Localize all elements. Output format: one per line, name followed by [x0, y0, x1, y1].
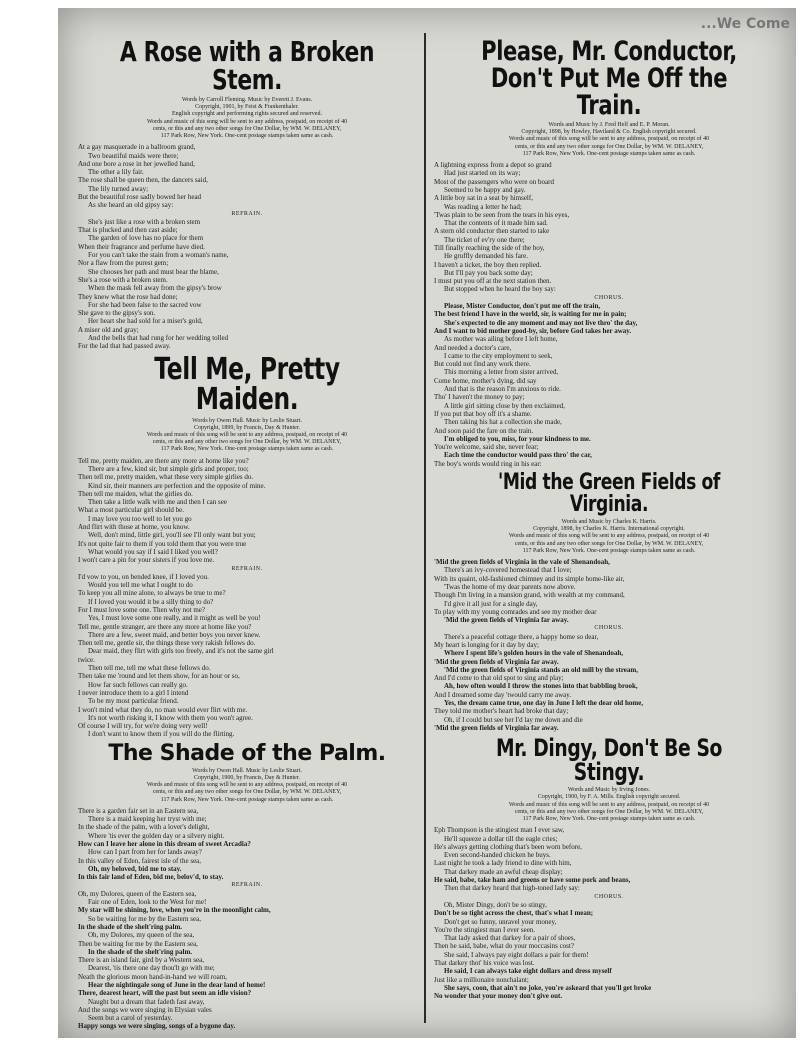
refrain-heading: CHORUS. [594, 294, 624, 301]
song-credits [434, 122, 784, 158]
refrain-heading: REFRAIN. [231, 565, 263, 572]
lyric-line: Oh, my Dolores, queen of the Eastern sea, [78, 889, 197, 898]
lyric-line: You're welcome, said she, never fear; [434, 443, 539, 452]
notice-line: Words and music of this song will be sent to any address, postpaid, on receipt of 40 [146, 118, 348, 125]
refrain-heading: CHORUS. [594, 625, 624, 632]
notice-line: cents, or this and any two other songs for One Dollar, by WM. W. DELANEY, [514, 808, 704, 815]
lyric-line: She said, I always pay eight dollars a pair for them! [444, 950, 589, 959]
lyric-line: Oh, my Dolores, my queen of the sea, [88, 931, 195, 940]
lyric-line: When the mask fell away from the gipsy's brow [88, 284, 222, 293]
lyric-line: In this fair land of Eden, bid me, belov'd, to stay. [78, 873, 224, 882]
lyric-line: 'Mid the green fields of Virginia stands an old mill by the stream, [444, 665, 638, 674]
lyric-line: And I want to bid mother good-by, sir, before God takes her away. [434, 326, 632, 335]
lyric-line: Then take me 'round and let them show, for an hour or so, [78, 672, 240, 681]
lyric-line: That darkey thot' his voice was lost. [434, 959, 535, 968]
song-title: A Rose with a Broken Stem. [119, 35, 375, 96]
lyric-line: Kind sir, their manners are perfection and the opposite of mine. [88, 481, 266, 490]
song-rose-broken-stem [78, 35, 416, 351]
lyric-line: He said, babe, take ham and greens or have some pork and beans, [434, 876, 631, 885]
lyric-line: To play with my young comrades and see my mother dear [434, 607, 597, 616]
lyric-line: And the songs we were singing in Elysian vales [78, 1005, 212, 1014]
lyric-line: Just like a millionaire nonchalant; [434, 975, 529, 984]
lyric-line: Oh, if I could but see her I'd lay me down and die [444, 715, 583, 724]
lyric-line: The lily turned away; [88, 184, 149, 193]
notice-line: 117 Park Row, New York. One-cent postage stamps taken same as cash. [522, 547, 696, 554]
lyric-line: I'd vow to you, on bended knee, if I loved you. [78, 572, 209, 581]
lyric-line: Then tell me, tell me what these fellows do. [88, 664, 211, 673]
lyric-line: It's not quite fair to them if you told them that you were true [78, 539, 247, 548]
notice-line: cents, or this and any two other songs for One Dollar, by WM. W. DELANEY, [152, 789, 342, 796]
lyric-line: How can I leave her alone in this dream of sweet Arcadia? [78, 839, 251, 848]
lyric-line: Eph Thompson is the stingiest man I ever saw, [434, 826, 565, 835]
lyric-line: No wonder that your money don't give out. [434, 992, 563, 1001]
lyric-line: A miser old and gray; [78, 325, 139, 334]
corner-fragment: ...We Come [700, 16, 790, 32]
notice-line: 117 Park Row, New York. One-cent postage stamps taken same as cash. [522, 150, 696, 157]
refrain-heading: CHORUS. [594, 893, 624, 900]
lyric-line: A little boy sat in a seat by himself, [434, 194, 533, 203]
lyric-line: There is a garden fair set in an Eastern sea, [78, 806, 199, 815]
lyric-line: 'Twas the home of my dear parents now above. [444, 582, 576, 591]
lyric-line: When their fragrance and perfume have died. [78, 242, 205, 251]
lyric-line: How can I part from her for lands away? [88, 848, 202, 857]
lyric-line: Would you tell me what I ought to do [88, 581, 193, 590]
song-credits [78, 768, 416, 804]
song-tell-me-pretty-maiden [78, 351, 416, 739]
lyric-line: Tell me, pretty maiden, are there any more at home like you? [78, 456, 249, 465]
notice-line: Words and music of this song will be sent to any address, postpaid, on receipt of 40 [508, 136, 710, 143]
lyric-line: There's a peaceful cottage there, a happy home so dear, [444, 632, 599, 641]
lyric-line: That lady asked that darkey for a pair of shoes, [444, 934, 576, 943]
lyric-line: Come home, mother's dying, did say [434, 376, 537, 385]
lyric-line: She's a rose with a broken stem. [78, 275, 168, 284]
credit-line: Copyright, 1899, by Francis, Day & Hunter. [194, 424, 300, 431]
lyric-line: Well, don't mind, little girl, you'll see I'll only want but you; [88, 531, 256, 540]
credit-line: English copyright and performing rights secured and reserved. [172, 111, 322, 118]
lyric-line: 'Twas plain to be seen from the tears in his eyes, [434, 210, 570, 219]
lyric-line: The rose shall be queen then, the dancers said, [78, 176, 208, 185]
lyric-line: I won't care a pin for your sisters if you love me. [78, 556, 215, 565]
song-credits [434, 519, 784, 555]
lyric-line: For the lad that had passed away. [78, 342, 171, 351]
notice-line: cents, or this and any other two songs for One Dollar, by WM. W. DELANEY, [152, 439, 342, 446]
refrain-heading: REFRAIN. [231, 882, 263, 889]
lyric-line: And flirt with those at home, you know. [78, 523, 190, 532]
notice-line: Words and music of this song will be sent to any address, postpaid, on receipt of 40 [508, 801, 710, 808]
left-column [78, 35, 416, 1035]
song-lyrics [434, 161, 784, 468]
lyric-line: Then taking his hat a collection she made, [444, 418, 562, 427]
lyric-line: I may love you too well to let you go [88, 514, 192, 523]
lyric-line: Then tell me maiden, what the girlies do. [78, 489, 193, 498]
lyric-line: Nor a flaw from the purest gem; [78, 259, 169, 268]
lyric-line: But stopped when he heard the boy say: [444, 285, 556, 294]
notice-line: Words and music of this song will be sent to any address, postpaid, on receipt of 40 [146, 432, 348, 439]
credit-line: Words by Carroll Fleming. Music by Everett J. Evans. [181, 97, 313, 103]
lyric-line: Seemed to be happy and gay. [444, 185, 526, 194]
lyric-line: Oh, Mister Dingy, don't be so stingy, [444, 900, 547, 909]
song-lyrics [78, 807, 416, 1031]
song-credits [78, 97, 416, 140]
lyric-line: And one bore a rose in her jewelled hand, [78, 159, 195, 168]
lyric-line: Of course I will try, for we're doing very well! [78, 722, 208, 731]
lyric-line: Most of the passengers who were on board [434, 177, 554, 186]
lyric-line: For she had been false to the sacred vow [88, 300, 202, 309]
right-column [434, 38, 784, 1005]
lyric-line: Tho' I haven't the money to pay; [434, 393, 525, 402]
song-shade-of-the-palm [78, 740, 416, 1031]
lyric-line: I must put you off at the next station then. [434, 277, 552, 286]
lyric-line: Seem but a carol of yesterday. [88, 1014, 173, 1023]
lyric-line: That is plucked and then cast aside; [78, 226, 178, 235]
lyric-line: A lightning express from a depot so grand [434, 161, 552, 170]
lyric-line: In the shade of the shelt'ring palm. [78, 922, 183, 931]
credit-line: Copyright, 1901, by Feist & Frankenthaler. [195, 104, 299, 111]
lyric-line: Last night he took a lady friend to dine with him, [434, 859, 572, 868]
lyric-line: Was reading a letter he had; [444, 202, 522, 211]
notice-line: 117 Park Row, New York. One-cent postage stamps taken same as cash. [522, 816, 696, 823]
lyric-line: He'll squeeze a dollar till the eagle cries; [444, 834, 558, 843]
song-please-mr-conductor [434, 38, 784, 468]
lyric-line: She says, coon, that ain't no joke, you're askeard that you'll get broke [444, 983, 652, 992]
lyric-line: The boy's words would ring in his ear: [434, 459, 542, 468]
lyric-line: I never introduce them to a girl I intend [78, 688, 189, 697]
lyric-line: He said, I can always take eight dollars and dress myself [444, 967, 612, 976]
lyric-line: She's expected to die any moment and may not live thro' the day, [444, 318, 638, 327]
lyric-line: Don't get so funny, unravel your money, [444, 917, 557, 926]
lyric-line: She chooses her path and must bear the blame, [88, 267, 219, 276]
lyric-line: And I dreamed some day 'twould carry me away. [434, 690, 572, 699]
lyric-line: Naught but a dream that fadeth fast away, [88, 997, 205, 1006]
song-title: Mr. Dingy, Don't Be So Stingy. [495, 734, 723, 787]
refrain-heading: REFRAIN. [231, 210, 263, 217]
song-credits [78, 418, 416, 454]
lyric-line: I came to the city employment to seek, [444, 351, 553, 360]
lyric-line: I don't want to know them if you will do the flirting. [88, 730, 235, 739]
lyric-line: He's always getting clothing that's been worn before, [434, 842, 582, 851]
lyric-line: I haven't a ticket, the boy then replied. [434, 260, 542, 269]
lyric-line: There are a few, sweet maid, and better boys you never knew. [88, 630, 261, 639]
lyric-line: The garden of love has no place for them [88, 234, 204, 243]
lyric-line: Neath the glorious moon hand-in-hand we will roam, [78, 972, 227, 981]
lyric-line: Then he said, babe, what do your moccasins cost? [434, 942, 574, 951]
lyric-line: Where 'tis ever the golden day or a silvery night. [88, 831, 225, 840]
lyric-line: You're the stingiest man I ever seen. [434, 925, 536, 934]
song-title: Please, Mr. Conductor, Don't Put Me Off the Train. [481, 36, 737, 121]
lyric-line: The ticket of ev'ry one there; [444, 235, 525, 244]
lyric-line: What would you say if I said I liked you well? [88, 547, 218, 556]
notice-line: 117 Park Row, New York. One-cent postage stamps taken same as cash. [160, 446, 334, 453]
lyric-line: For you can't take the stain from a woman's name, [88, 251, 229, 260]
lyric-line: 'Mid the green fields of Virginia far away. [434, 723, 559, 732]
lyric-line: Though I'm living in a mansion grand, with wealth at my command, [434, 591, 625, 600]
song-mid-green-fields-virginia [434, 472, 784, 732]
song-lyrics [434, 558, 784, 732]
lyric-line: She gave to the gipsy's son. [78, 309, 156, 318]
lyric-line: My heart is longing for it day by day; [434, 640, 539, 649]
lyric-line: Happy songs we were singing, songs of a bygone day. [78, 1022, 236, 1031]
song-lyrics [78, 457, 416, 739]
song-mr-dingy [434, 736, 784, 1000]
lyric-line: But the beautiful rose sadly bowed her head [78, 193, 202, 201]
lyric-line: As she heard an old gipsy say: [88, 201, 174, 210]
lyric-line: 'Mid the green fields of Virginia far away. [444, 616, 569, 625]
credit-line: Copyright, 1898, by Charles K. Harris. International copyright. [533, 526, 685, 533]
credit-line: Copyright, 1900, by F. A. Mills. English copyright secured. [537, 794, 681, 801]
notice-line: Words and music of this song will be sent to any address, postpaid, on receipt of 40 [146, 782, 348, 789]
credit-line: Words by Owen Hall. Music by Leslie Stuart. [192, 767, 302, 774]
lyric-line: Dearest, 'tis there one day thou'lt go with me; [88, 964, 215, 973]
lyric-line: He gruffly demanded his fare. [444, 252, 529, 261]
song-title: 'Mid the Green Fields of Virginia. [497, 470, 721, 517]
lyric-line: Even second-handed chicken he buys. [444, 851, 551, 860]
lyric-line: Then that darkey heard that high-toned lady say: [444, 884, 580, 893]
lyric-line: Please, Mister Conductor, don't put me off the train, [444, 302, 601, 311]
lyric-line: And needed a doctor's care, [434, 343, 512, 352]
lyric-line: At a gay masquerade in a ballroom grand, [78, 143, 196, 152]
lyric-line: Then tell me, pretty maiden, what these very simple girlies do. [78, 473, 254, 482]
lyric-line: This morning a letter from sister arrived, [444, 368, 559, 377]
lyric-line: To keep you all mine alone, to always be true to me? [78, 589, 226, 598]
song-title: Tell Me, Pretty Maiden. [154, 351, 340, 417]
lyric-line: Then tell me, gentle sir, the things these very rakish fellows do. [78, 639, 256, 648]
lyric-line: They told me mother's heart had broke that day; [434, 707, 569, 716]
lyric-line: What a most particular girl should be. [78, 506, 184, 515]
lyric-line: Fair one of Eden, look to the West for me! [88, 898, 207, 907]
column-divider [424, 33, 426, 1023]
notice-line: 117 Park Row, New York. One-cent postage stamps taken same as cash. [160, 133, 334, 140]
lyric-line: Yes, the dream came true, one day in June I left the dear old home, [444, 699, 644, 708]
notice-line: cents, or this and any two other songs for One Dollar, by WM. W. DELANEY, [514, 540, 704, 547]
lyric-line: Ah, how often would I throw the stones into that babbling brook, [444, 682, 638, 691]
lyric-line: If you put that boy off it's a shame. [434, 409, 532, 418]
lyric-line: And that is the reason I'm anxious to ride. [444, 385, 561, 394]
lyric-line: twice. [78, 655, 95, 664]
lyric-line: But I'll pay you back some day; [444, 268, 533, 277]
lyric-line: There's an ivy-covered homestead that I love; [444, 566, 572, 575]
song-title: The Shade of the Palm. [108, 740, 386, 766]
lyric-line: And the bells that had rung for her wedding tolled [88, 334, 229, 343]
lyric-line: 'Mid the green fields of Virginia in the vale of Shenandoah, [434, 558, 610, 567]
lyric-line: In the shade of the shelt'ring palm. [88, 947, 193, 956]
notice-line: cents, or this and any two other songs for One Dollar, by WM. W. DELANEY, [514, 143, 704, 150]
song-lyrics [78, 143, 416, 350]
lyric-line: So be waiting for me by the Eastern sea, [88, 914, 201, 923]
lyric-line: 'Mid the green fields of Virginia far away. [434, 657, 559, 666]
lyric-line: It's not worth risking it, I know with them you won't agree. [88, 713, 253, 722]
song-sheet [58, 8, 796, 1038]
lyric-line: But could not find any work there. [434, 360, 531, 369]
lyric-line: Where I spent life's golden hours in the vale of Shenandoah, [444, 649, 623, 658]
lyric-line: I won't mind what they do, no man would ever flirt with me. [78, 705, 248, 714]
notice-line: 117 Park Row, New York. One-cent postage stamps taken same as cash. [160, 796, 334, 803]
lyric-line: Then be waiting for me by the Eastern sea, [78, 939, 198, 948]
lyric-line: They knew what the rose had done; [78, 292, 178, 301]
lyric-line: There is a maid keeping her tryst with me; [88, 815, 207, 824]
lyric-line: Dear maid, they flirt with girls too freely, and it's not the same girl [88, 647, 274, 656]
lyric-line: There is an island fair, gird by a Western sea, [78, 956, 204, 965]
lyric-line: A little girl sitting close by then exclaimed, [444, 401, 565, 410]
notice-line: Words and music of this song will be sent to any address, postpaid, on receipt of 40 [508, 533, 710, 540]
lyric-line: Yes, I must love some one really, and it might as well be you! [88, 614, 261, 623]
lyric-line: Then take a little walk with me and then I can see [88, 498, 227, 507]
lyric-line: There are a few, kind sir, but simple girls and proper, too; [88, 464, 249, 473]
lyric-line: Had just started on its way; [444, 169, 521, 178]
lyric-line: I'd give it all just for a single day, [444, 599, 538, 608]
lyric-line: And soon paid the fare on the train. [434, 426, 534, 435]
lyric-line: Oh, my beloved, bid me to stay. [88, 864, 182, 873]
lyric-line: I'm obliged to you, miss, for your kindness to me. [444, 434, 591, 443]
lyric-line: To be my most particular friend. [88, 697, 179, 706]
credit-line: Words by Owen Hall. Music by Leslie Stuart. [192, 417, 302, 424]
lyric-line: Don't be so tight across the chest, that's what I mean; [434, 909, 594, 918]
lyric-line: In this valley of Eden, fairest isle of the sea, [78, 856, 202, 865]
song-credits [434, 787, 784, 823]
credit-line: Words and Music by Charles K. Harris. [561, 519, 657, 525]
notice-line: cents, or this and any two other songs for One Dollar, by WM. W. DELANEY, [152, 125, 342, 132]
lyric-line: And I'd come to that old spot to sing and play; [434, 674, 564, 683]
lyric-line: If I loved you would it be a silly thing to do? [88, 597, 214, 606]
lyric-line: There, dearest heart, will the past but seem an idle vision? [78, 989, 252, 998]
lyric-line: The other a lily fair. [88, 168, 144, 177]
lyric-line: Two beautiful maids were there; [88, 151, 179, 160]
credit-line: Words and Music by Irving Jones. [567, 787, 651, 794]
lyric-line: With its quaint, old-fashioned chimney and its simple home-like air, [434, 574, 625, 583]
lyric-line: That the contents of it made him sad. [444, 219, 548, 228]
lyric-line: How far such fellows can really go. [88, 680, 188, 689]
lyric-line: A stern old conductor then started to take [434, 227, 550, 236]
lyric-line: In the shade of the palm, with a lover's delight, [78, 823, 210, 832]
lyric-line: Till finally reaching the side of the boy, [434, 243, 545, 252]
lyric-line: Tell me, gentle stranger, are there any more at home like you? [78, 622, 252, 631]
credit-line: Copyright, 1900, by Francis, Day & Hunter. [194, 774, 300, 781]
lyric-line: Hear the nightingale song of June in the dear land of home! [88, 981, 266, 989]
lyric-line: Her heart she had sold for a miser's gold, [88, 317, 203, 326]
credit-line: Copyright, 1898, by Howley, Haviland & Co. English copyright secured. [521, 129, 697, 136]
lyric-line: My star will be shining, love, when you're in the moonlight calm, [78, 906, 271, 915]
lyric-line: She's just like a rose with a broken stem [88, 217, 201, 226]
credit-line: Words and Music by J. Fred Helf and E. P. Moran. [548, 122, 670, 128]
song-lyrics [434, 826, 784, 1000]
lyric-line: The best friend I have in the world, sir, is waiting for me in pain; [434, 310, 627, 319]
lyric-line: As mother was ailing before I left home, [444, 335, 558, 344]
lyric-line: That darkey made an awful cheap display; [444, 867, 563, 876]
lyric-line: For I must love some one. Then why not me? [78, 606, 206, 614]
lyric-line: Each time the conductor would pass thro' the car, [444, 451, 592, 460]
